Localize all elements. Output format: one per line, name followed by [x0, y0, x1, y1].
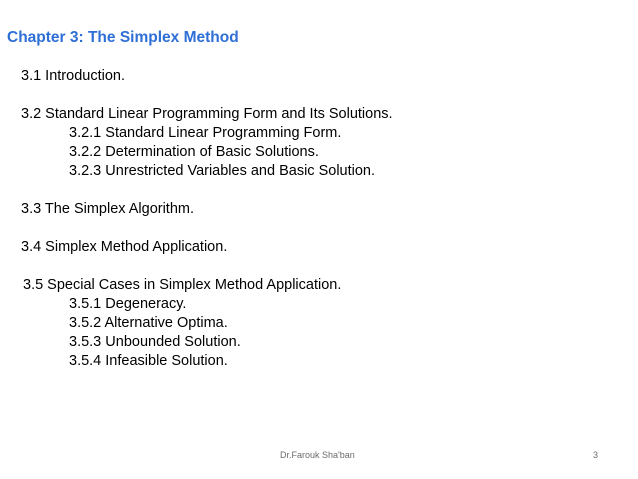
toc-item-3-2-1: 3.2.1 Standard Linear Programming Form.	[69, 125, 342, 141]
toc-item-3-3: 3.3 The Simplex Algorithm.	[21, 201, 195, 217]
toc-item-3-5-4: 3.5.4 Infeasible Solution.	[69, 353, 228, 369]
toc-item-3-2: 3.2 Standard Linear Programming Form and Its Solutions.	[21, 106, 393, 122]
toc-item-3-5-1: 3.5.1 Degeneracy.	[69, 296, 187, 312]
slide-title: Chapter 3: The Simplex Method	[7, 29, 239, 46]
spacer	[21, 219, 621, 238]
spacer	[21, 86, 621, 105]
table-of-contents	[21, 67, 621, 371]
toc-item-3-2-3: 3.2.3 Unrestricted Variables and Basic Solution.	[69, 163, 376, 179]
toc-item-3-2-2: 3.2.2 Determination of Basic Solutions.	[69, 144, 319, 160]
footer-author: Dr.Farouk Sha'ban	[280, 450, 355, 460]
spacer	[21, 181, 621, 200]
toc-item-3-5: 3.5 Special Cases in Simplex Method Application.	[23, 277, 342, 293]
toc-item-3-4: 3.4 Simplex Method Application.	[21, 239, 228, 255]
toc-item-3-1: 3.1 Introduction.	[21, 68, 125, 84]
toc-item-3-5-2: 3.5.2 Alternative Optima.	[69, 315, 228, 331]
spacer	[21, 257, 621, 276]
page-number: 3	[593, 450, 599, 460]
toc-item-3-5-3: 3.5.3 Unbounded Solution.	[69, 334, 241, 350]
